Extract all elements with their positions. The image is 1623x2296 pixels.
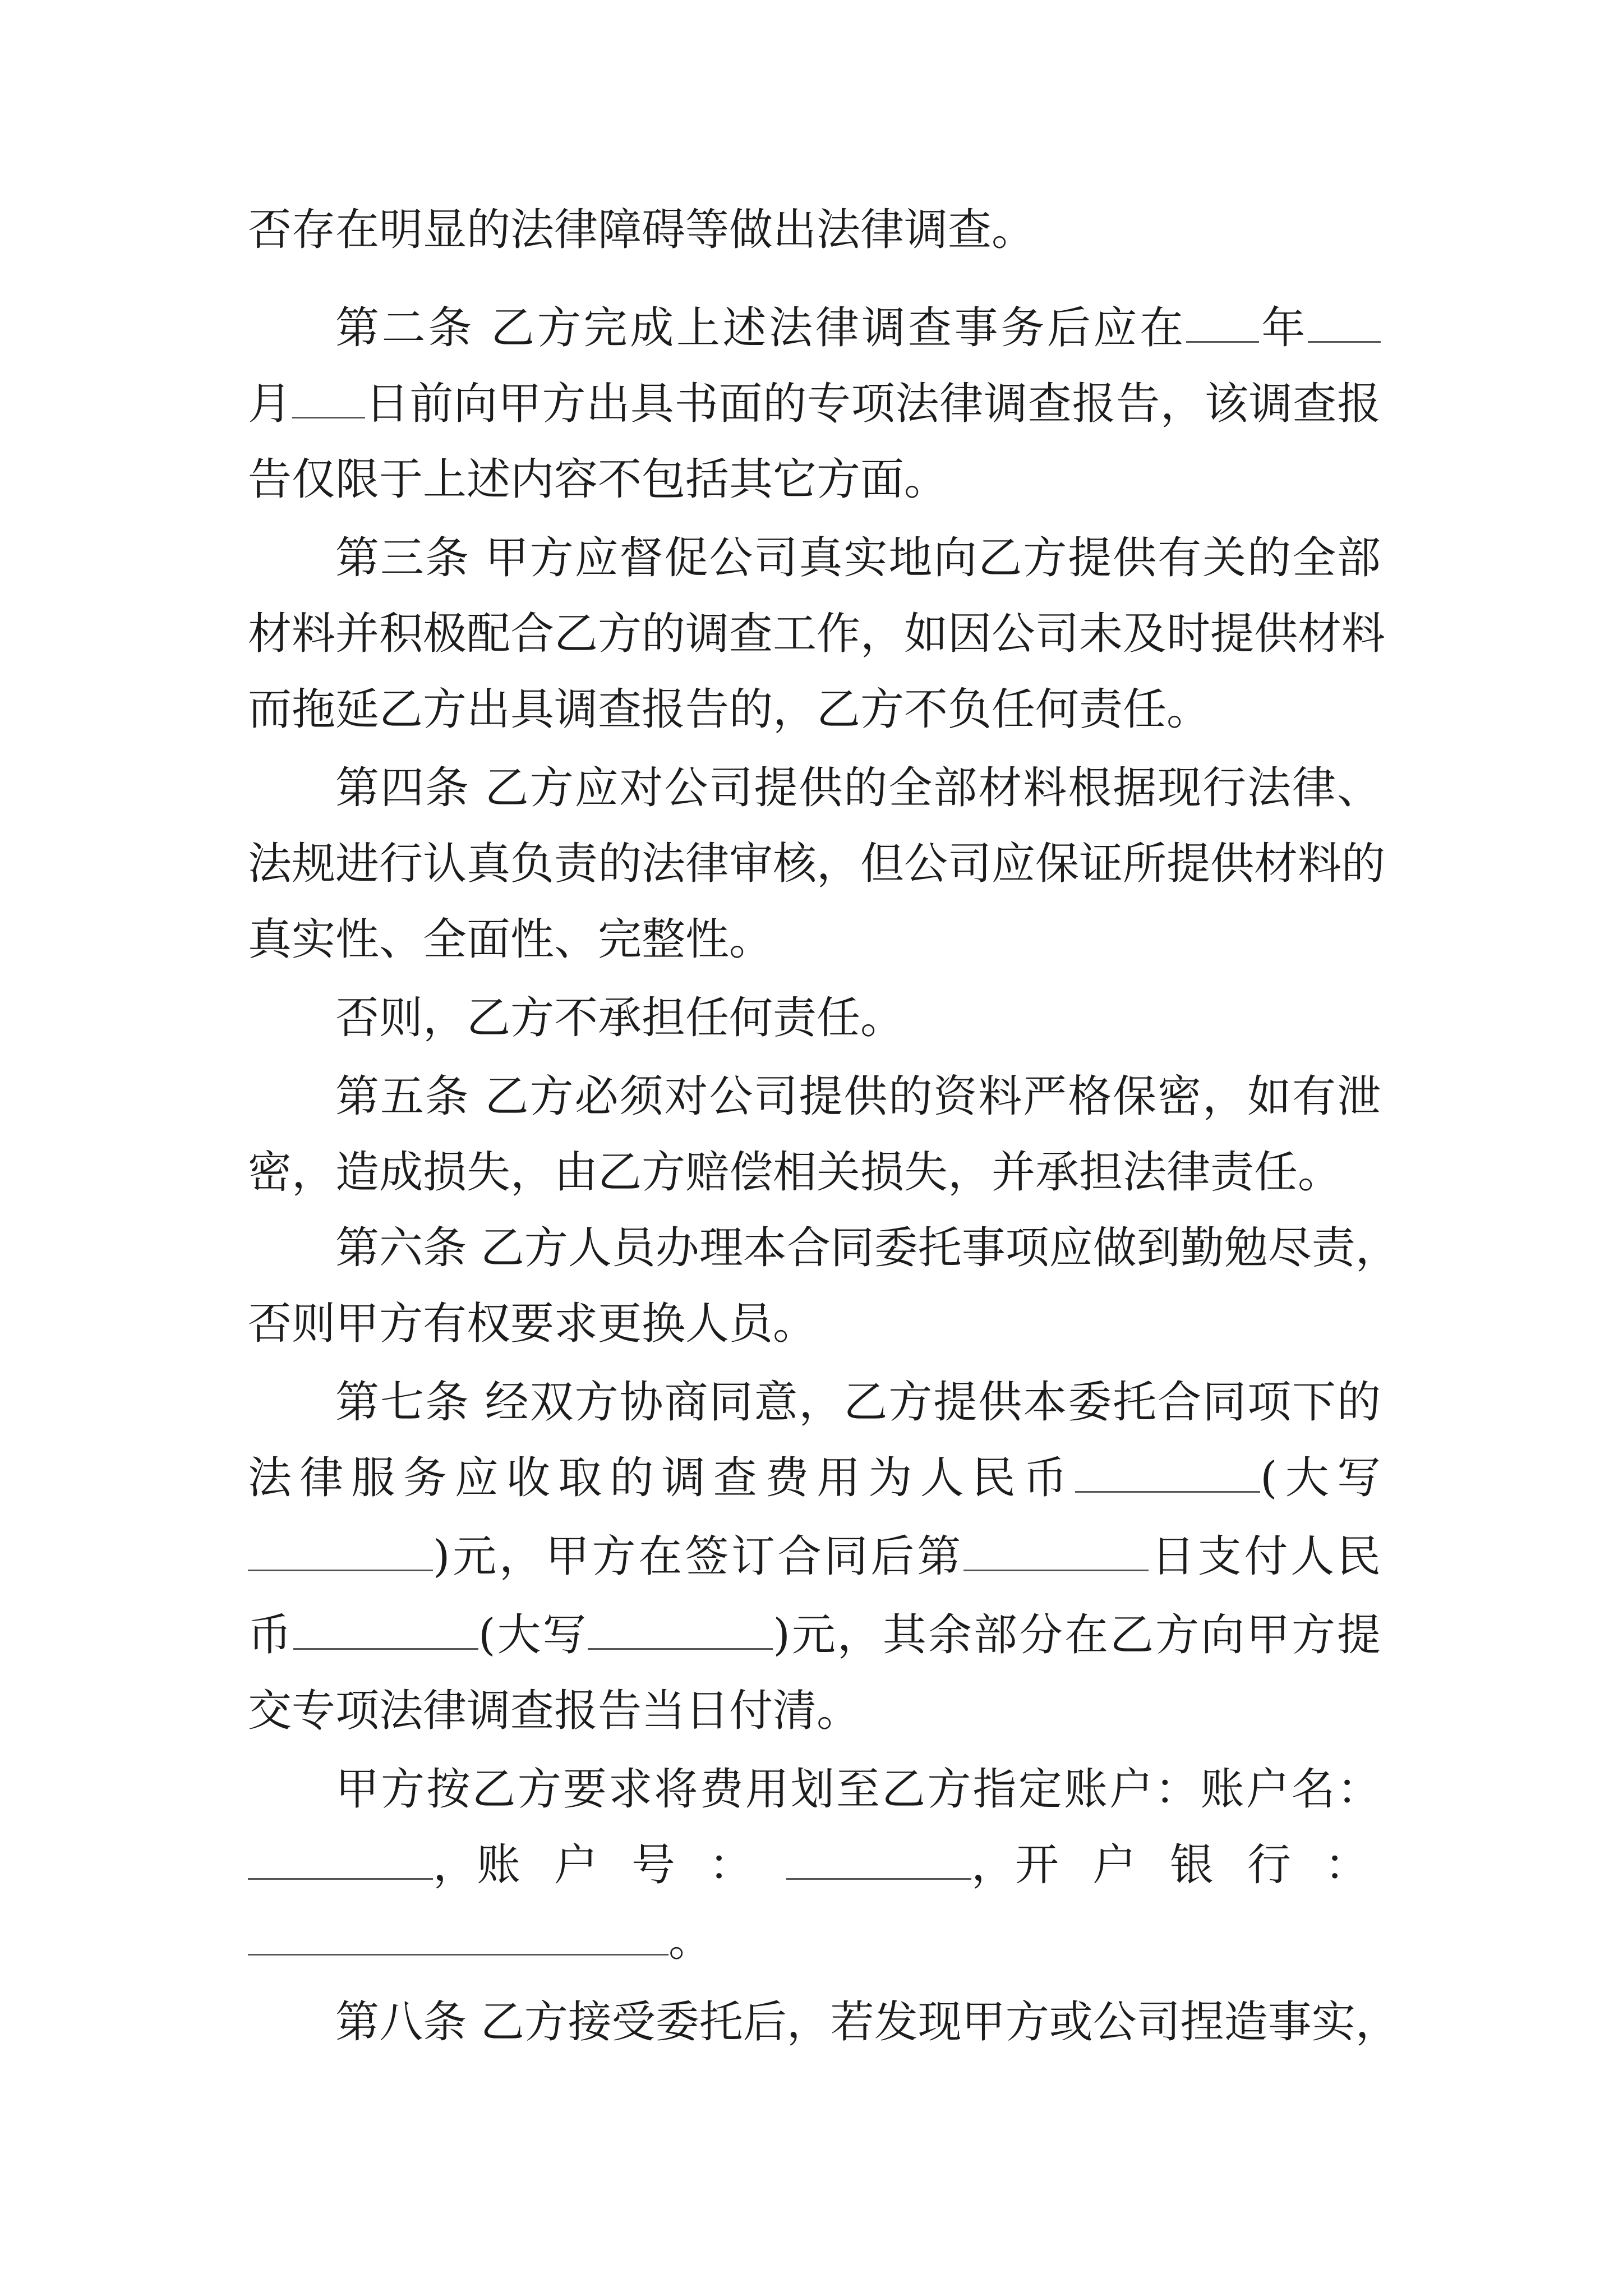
text-segment: 第三条 甲方应督促公司真实地向乙方提供有关的全部 bbox=[335, 533, 1381, 583]
text-segment: 材料并积极配合乙方的调查工作，如因公司未及时提供材料 bbox=[248, 609, 1386, 659]
fill-blank-bank bbox=[248, 1920, 668, 1955]
paragraph-line bbox=[248, 592, 1386, 676]
text-segment: 第四条 乙方应对公司提供的全部材料根据现行法律、 bbox=[335, 763, 1381, 813]
paragraph-line bbox=[248, 362, 1381, 446]
text-segment: 币 bbox=[248, 1610, 294, 1660]
text-segment: 告仅限于上述内容不包括其它方面。 bbox=[248, 454, 948, 505]
text-segment: )元，甲方在签订合同后第 bbox=[433, 1531, 963, 1582]
text-segment: (大写 bbox=[478, 1610, 588, 1660]
fill-blank-payment bbox=[293, 1614, 478, 1650]
article-5-line bbox=[335, 1055, 1381, 1139]
paragraph-line bbox=[248, 822, 1386, 906]
text-segment: 账户号： bbox=[477, 1840, 787, 1890]
fill-blank-amount bbox=[1075, 1457, 1260, 1493]
text-segment: 。 bbox=[668, 1916, 713, 1966]
paragraph-line bbox=[248, 188, 1381, 272]
text-segment: 交专项法律调查报告当日付清。 bbox=[248, 1686, 861, 1736]
text-segment: 否存在明显的法律障碍等做出法律调查。 bbox=[248, 205, 1036, 255]
paragraph-line bbox=[248, 1515, 1381, 1599]
paragraph-line bbox=[248, 668, 1381, 752]
text-segment: 开户银行： bbox=[1015, 1840, 1403, 1890]
fill-blank-payment-words bbox=[588, 1614, 773, 1650]
text-segment: 第二条 乙方完成上述法律调查事务后应在 bbox=[335, 303, 1186, 353]
article-6-line bbox=[335, 1206, 1399, 1290]
text-segment: 第八条 乙方接受委托后，若发现甲方或公司捏造事实， bbox=[335, 1997, 1399, 2047]
article-2-line bbox=[335, 286, 1381, 370]
text-segment: ， bbox=[433, 1840, 477, 1890]
text-segment: 第六条 乙方人员办理本合同委托事项应做到勤勉尽责， bbox=[335, 1223, 1399, 1273]
text-segment: 第七条 经双方协商同意，乙方提供本委托合同项下的 bbox=[335, 1377, 1381, 1428]
article-8-line bbox=[335, 1980, 1399, 2064]
text-segment: 日支付人民 bbox=[1149, 1531, 1381, 1582]
text-segment: )元，其余部分在乙方向甲方提 bbox=[773, 1610, 1381, 1660]
fill-blank-account-name bbox=[248, 1844, 433, 1880]
paragraph-line bbox=[248, 1593, 1381, 1677]
article-3-line bbox=[335, 516, 1381, 600]
text-segment: 月 bbox=[248, 379, 292, 429]
paragraph-line bbox=[248, 1436, 1381, 1520]
fill-blank-day bbox=[292, 383, 365, 418]
paragraph-line bbox=[248, 898, 1381, 982]
fill-blank-amount-words bbox=[248, 1536, 433, 1571]
text-segment: 否则，乙方不承担任何责任。 bbox=[335, 993, 905, 1043]
paragraph-line bbox=[248, 438, 1381, 522]
account-fields-line bbox=[248, 1823, 1403, 1907]
text-segment: (大写 bbox=[1260, 1453, 1381, 1503]
paragraph-line bbox=[248, 1669, 1381, 1753]
text-segment: 日前向甲方出具书面的专项法律调查报告，该调查报 bbox=[365, 379, 1381, 429]
text-segment: 而拖延乙方出具调查报告的，乙方不负任何责任。 bbox=[248, 684, 1211, 735]
paragraph-line bbox=[248, 1130, 1381, 1214]
fill-blank-account-number bbox=[786, 1844, 971, 1880]
text-segment: 真实性、全面性、完整性。 bbox=[248, 914, 773, 965]
article-4-line bbox=[335, 746, 1381, 830]
text-segment: 甲方按乙方要求将费用划至乙方指定账户：账户名： bbox=[335, 1764, 1381, 1815]
fill-blank-days bbox=[963, 1536, 1149, 1571]
paragraph-line bbox=[335, 976, 1381, 1060]
text-segment: 法律服务应收取的调查费用为人民币 bbox=[248, 1453, 1076, 1503]
text-segment: 年 bbox=[1258, 303, 1308, 353]
paragraph-line bbox=[248, 1899, 1381, 1983]
text-segment: 否则甲方有权要求更换人员。 bbox=[248, 1299, 817, 1349]
text-segment: 第五条 乙方必须对公司提供的资料严格保密，如有泄 bbox=[335, 1071, 1381, 1122]
article-7-line bbox=[335, 1360, 1381, 1444]
fill-blank bbox=[1308, 307, 1381, 343]
text-segment: ， bbox=[971, 1840, 1016, 1890]
account-info-line bbox=[335, 1747, 1381, 1832]
text-segment: 密，造成损失，由乙方赔偿相关损失，并承担法律责任。 bbox=[248, 1147, 1342, 1198]
text-segment: 法规进行认真负责的法律审核，但公司应保证所提供材料的 bbox=[248, 839, 1386, 889]
paragraph-line bbox=[248, 1282, 1381, 1366]
fill-blank-year bbox=[1186, 307, 1259, 343]
